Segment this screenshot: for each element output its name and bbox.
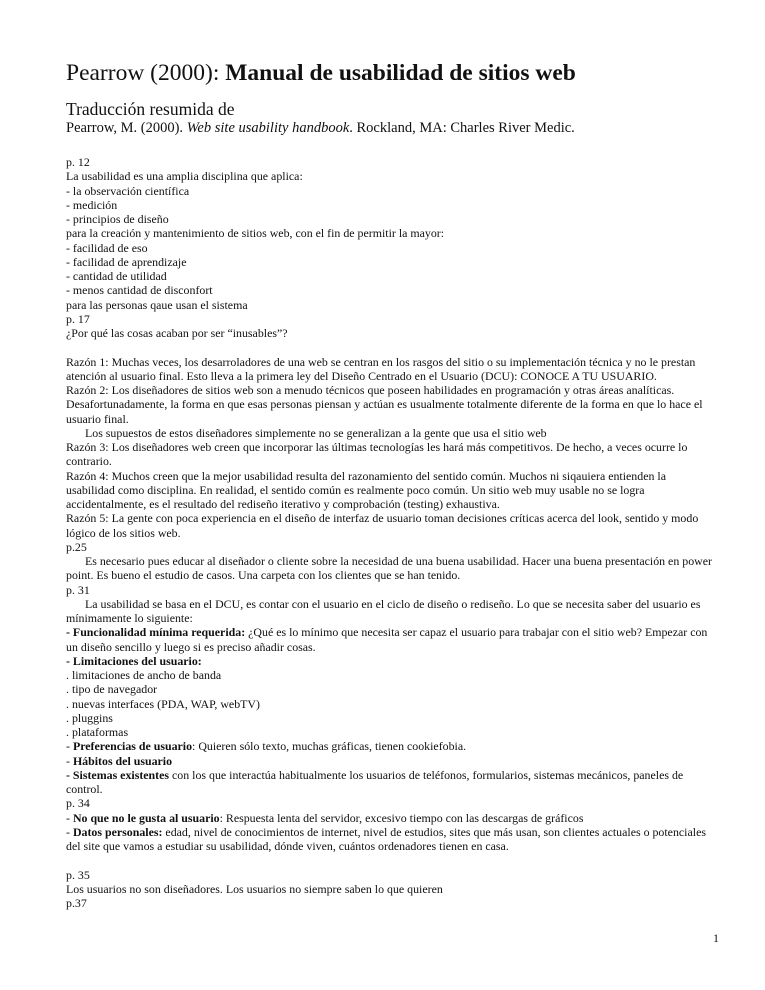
body-line xyxy=(66,896,716,910)
line-text: Es necesario pues educar al diseñador o cliente sobre la necesidad de una buena usabilidad. Hacer una buena presentación en power point. Es bueno el estudio de casos. Una carpeta con los clientes que se han tenido. xyxy=(66,554,712,583)
line-text: . pluggins xyxy=(66,710,113,725)
bold-term: Hábitos del usuario xyxy=(72,753,173,768)
line-text: p. 17 xyxy=(66,311,90,326)
bold-term: No que no le gusta al usuario xyxy=(72,810,220,825)
body-line xyxy=(66,711,716,725)
body-line xyxy=(66,198,716,212)
body-line xyxy=(66,583,716,597)
body-line xyxy=(66,725,716,739)
title-main: Manual de usabilidad de sitios web xyxy=(225,60,576,86)
body-line xyxy=(66,269,716,283)
line-text: - menos cantidad de disconfort xyxy=(66,283,213,298)
body-line xyxy=(66,597,716,626)
blank-line xyxy=(66,853,716,867)
body-line xyxy=(66,739,716,753)
line-text: ¿Por qué las cosas acaban por ser “inusables”? xyxy=(66,326,288,340)
page-number: 1 xyxy=(713,931,719,945)
line-text: - facilidad de eso xyxy=(66,240,148,255)
line-text: edad, nivel de conocimientos de internet, nivel de estudios, sites que más usan, son clientes actuales o potenciales del site que vamos a estudiar su usabilidad, dónde viven, cuántos ordenadores tienen en casa. xyxy=(66,824,706,853)
line-text: p.37 xyxy=(66,896,87,910)
line-prefix: - xyxy=(66,810,73,825)
body-line xyxy=(66,326,716,340)
body-line xyxy=(66,825,716,854)
line-text: . nuevas interfaces (PDA, WAP, webTV) xyxy=(66,696,260,711)
line-text: - medición xyxy=(66,197,118,212)
blank-line xyxy=(66,340,716,354)
body-line xyxy=(66,212,716,226)
bold-term: Datos personales: xyxy=(72,824,163,839)
body-line xyxy=(66,554,716,583)
body-line xyxy=(66,697,716,711)
body-line xyxy=(66,155,716,169)
body-line xyxy=(66,169,716,183)
body-line xyxy=(66,226,716,240)
line-text: p. 31 xyxy=(66,582,90,597)
citation-book-title: Web site usability handbook xyxy=(186,120,350,136)
document-title xyxy=(66,58,576,88)
bold-term: - Funcionalidad mínima requerida: xyxy=(66,625,246,640)
citation xyxy=(66,119,575,138)
line-text: para las personas qaue usan el sistema xyxy=(66,297,248,312)
body-line xyxy=(66,283,716,297)
line-text: - la observación científica xyxy=(66,183,190,198)
body-line xyxy=(66,668,716,682)
line-text: Razón 4: Muchos creen que la mejor usabilidad resulta del razonamiento del sentido común. Muchos ni siqauiera entienden la usabilidad como disciplina. En realidad, el sentido común es realmente poco común. Un sitio web muy usable no se logra accidentalmente, es el resultado del rediseño iterativo y comprobación (testing) exhaustiva. xyxy=(66,468,666,511)
line-text: con los que interactúa habitualmente los usuarios de teléfonos, formularios, sistemas mecánicos, paneles de control. xyxy=(66,767,684,796)
body-line xyxy=(66,625,716,654)
line-text: . plataformas xyxy=(66,725,129,739)
citation-publisher: . Rockland, MA: Charles River Medic. xyxy=(349,120,575,136)
line-prefix: - xyxy=(66,753,73,768)
line-text: ¿Qué es lo mínimo que necesita ser capaz el usuario para trabajar con el sitio web? Empezar con un diseño sencillo y luego si es preciso añadir cosas. xyxy=(66,625,708,654)
citation-author: Pearrow, M. (2000). xyxy=(66,120,187,136)
line-text: . tipo de navegador xyxy=(66,682,158,697)
line-text: - principios de diseño xyxy=(66,212,169,226)
line-text: . limitaciones de ancho de banda xyxy=(66,668,222,682)
line-text: La usabilidad se basa en el DCU, es contar con el usuario en el ciclo de diseño o rediseño. Lo que se necesita saber del usuario es mínimamente lo siguiente: xyxy=(66,596,701,625)
body-line xyxy=(66,868,716,882)
line-text: p. 35 xyxy=(66,867,90,882)
body-line xyxy=(66,540,716,554)
body-line xyxy=(66,355,716,384)
body-line xyxy=(66,768,716,797)
line-prefix: - xyxy=(66,824,73,839)
document-subtitle: Traducción resumida de xyxy=(66,99,235,119)
line-text: : Respuesta lenta del servidor, excesivo tiempo con las descargas de gráficos xyxy=(219,810,584,825)
body-line xyxy=(66,184,716,198)
line-text: Razón 3: Los diseñadores web creen que incorporar las últimas tecnologías les hará más competitivos. De hecho, a veces ocurre lo contrario. xyxy=(66,440,688,469)
body-line xyxy=(66,654,716,668)
body-line xyxy=(66,511,716,540)
body-line xyxy=(66,383,716,426)
line-text: p.25 xyxy=(66,539,87,554)
body-line xyxy=(66,682,716,696)
body-line xyxy=(66,298,716,312)
line-text: p. 12 xyxy=(66,155,90,169)
line-text: La usabilidad es una amplia disciplina que aplica: xyxy=(66,169,303,184)
bold-term: - Sistemas existentes xyxy=(66,767,170,782)
line-text: Razón 2: Los diseñadores de sitios web son a menudo técnicos que poseen habilidades en programación y otras áreas analíticas. Desafortunadamente, la forma en que esas personas piensan y actúan es usualmente totalmente diferente de la forma en que lo hace el usuario final. xyxy=(66,383,703,426)
bold-term: - Limitaciones del usuario: xyxy=(66,653,202,668)
line-text: - facilidad de aprendizaje xyxy=(66,254,187,269)
line-prefix: - xyxy=(66,739,73,754)
line-text: para la creación y mantenimiento de sitios web, con el fin de permitir la mayor: xyxy=(66,226,445,241)
body-line xyxy=(66,312,716,326)
body-line xyxy=(66,882,716,896)
body-line xyxy=(66,796,716,810)
body-line xyxy=(66,754,716,768)
line-text: Razón 1: Muchas veces, los desarroladores de una web se centran en los rasgos del sitio o su implementación técnica y no le prestan atención al usuario final. Esto lleva a la primera ley del Diseño Centrado en el Usuario (DCU): CONOCE A TU USUARIO. xyxy=(66,354,696,383)
line-text: Los usuarios no son diseñadores. Los usuarios no siempre saben lo que quieren xyxy=(66,881,443,896)
line-text: Razón 5: La gente con poca experiencia en el diseño de interfaz de usuario toman decisiones críticas acerca del look, sentido y modo lógico de los sitios web. xyxy=(66,511,699,540)
body-line xyxy=(66,255,716,269)
body-line xyxy=(66,241,716,255)
line-text: p. 34 xyxy=(66,796,90,811)
line-text: Los supuestos de estos diseñadores simplemente no se generalizan a la gente que usa el sitio web xyxy=(85,425,547,440)
title-author: Pearrow (2000): xyxy=(66,60,226,86)
bold-term: Preferencias de usuario xyxy=(72,739,193,754)
body-line xyxy=(66,440,716,469)
document-body xyxy=(66,155,716,910)
line-text: : Quieren sólo texto, muchas gráficas, tienen cookiefobia. xyxy=(192,739,467,754)
line-text: - cantidad de utilidad xyxy=(66,269,167,283)
body-line xyxy=(66,469,716,512)
body-line xyxy=(66,426,716,440)
body-line xyxy=(66,811,716,825)
